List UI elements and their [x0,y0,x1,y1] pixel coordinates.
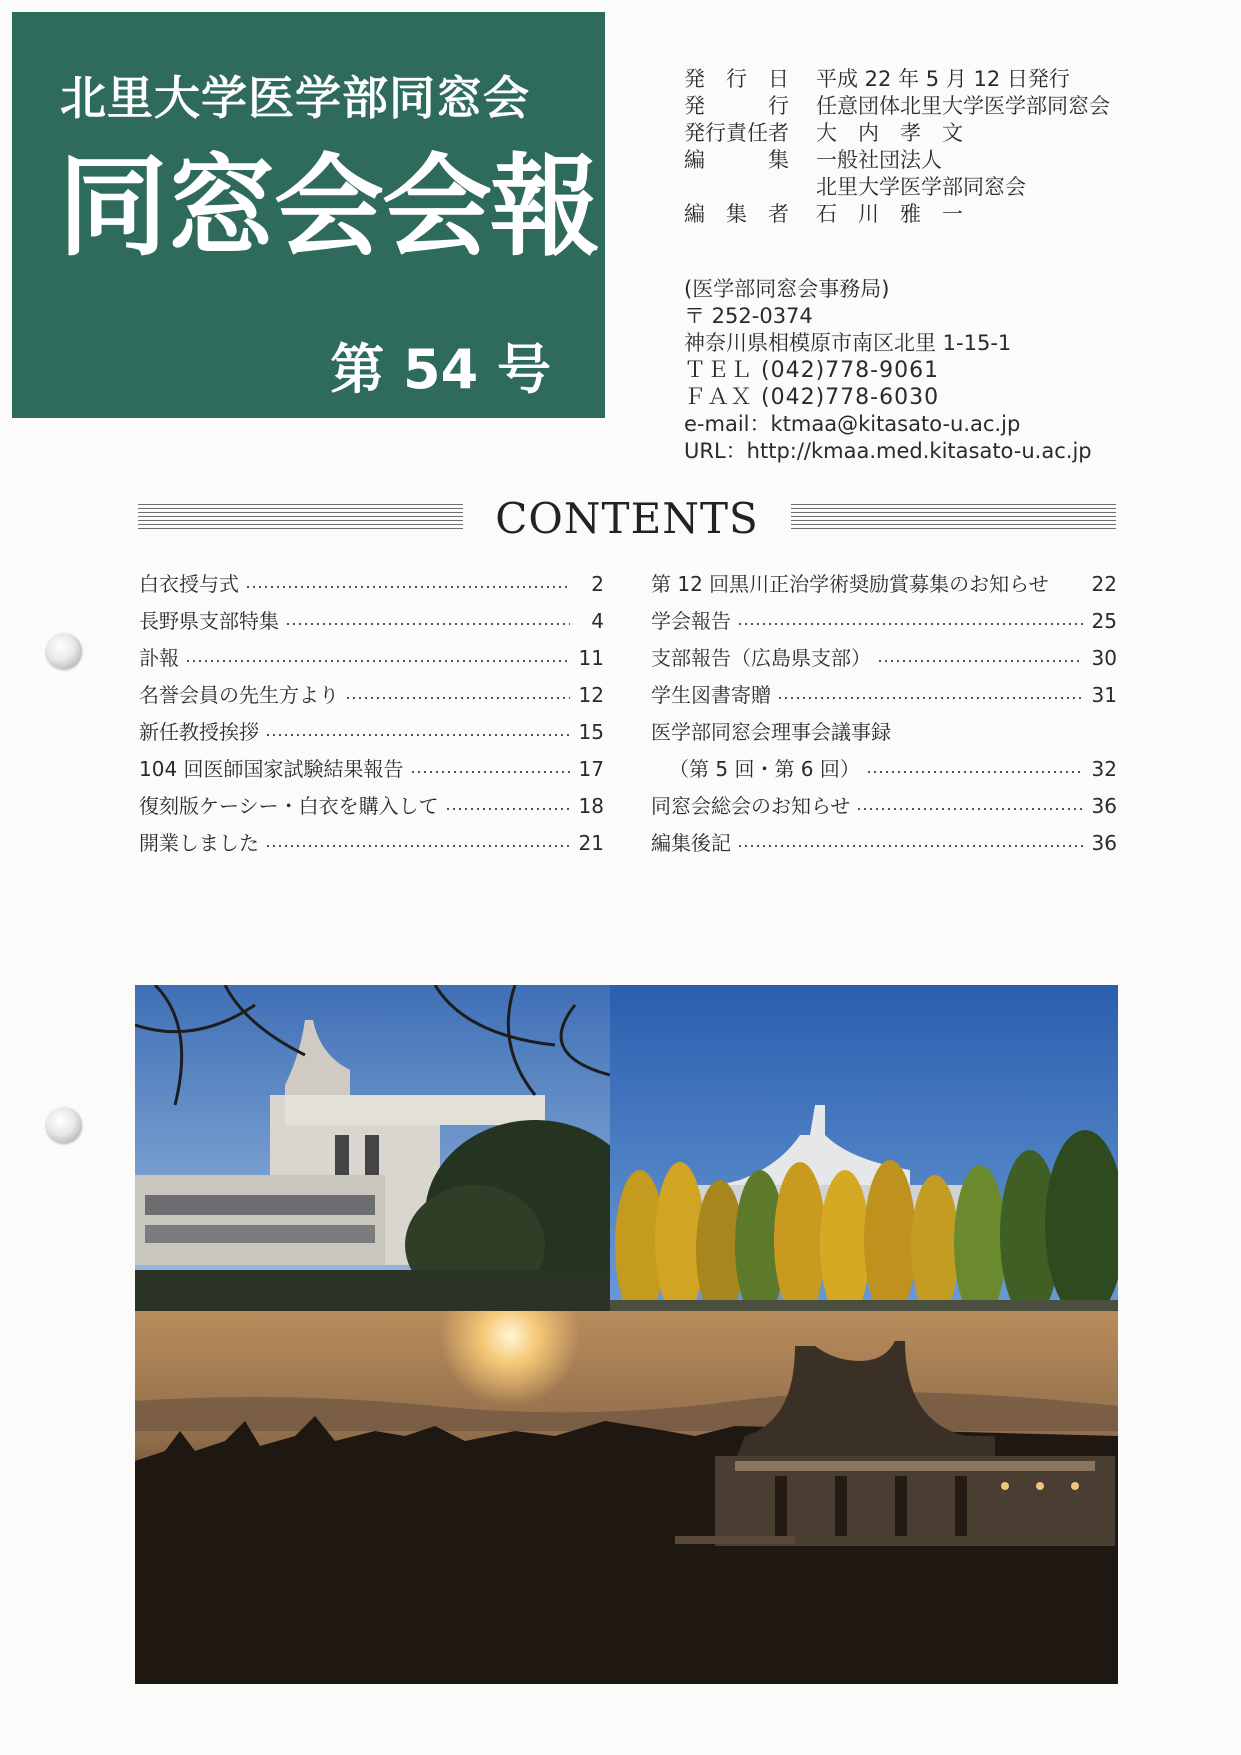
contents-header [138,496,1116,546]
toc-entry[interactable] [651,716,1117,753]
toc-page: 11 [578,646,604,670]
toc-leader [267,734,570,736]
pubinfo-label: 編 集 [684,148,789,172]
toc-entry[interactable] [651,753,1117,790]
campus-photo-3 [135,1311,1118,1684]
pubinfo-row [684,66,1224,93]
toc-title: 第 12 回黒川正治学術奨励賞募集のお知らせ [651,572,1049,596]
toc-title: 医学部同窓会理事会議事録 [651,720,891,744]
toc-entry[interactable] [651,827,1117,864]
toc-leader [739,845,1083,847]
contents-heading: CONTENTS [495,494,759,543]
toc-leader [247,586,570,588]
toc-title: 訃報 [139,646,179,670]
association-name: 北里大学医学部同窓会 [60,71,530,125]
toc-entry[interactable] [139,679,604,716]
toc-entry[interactable] [651,790,1117,827]
toc-left-column [139,568,604,864]
pubinfo-value: 大 内 孝 文 [816,121,963,145]
pubinfo-row [684,147,1224,174]
pubinfo-label: 発 行 [684,94,789,118]
toc-page: 30 [1091,646,1117,670]
toc-entry[interactable] [139,827,604,864]
pubinfo-row [684,93,1224,120]
toc-leader [267,845,570,847]
toc-page: 25 [1091,609,1117,633]
issue-number: 第 54 号 [330,338,551,401]
toc-leader [447,808,570,810]
header-rule-right [791,504,1116,532]
campus-photo-1-image [135,985,610,1311]
pubinfo-row [684,201,1224,228]
toc-page: 36 [1091,831,1117,855]
toc-entry[interactable] [651,642,1117,679]
pubinfo-value: 石 川 雅 一 [816,202,963,226]
office-address: 神奈川県相模原市南区北里 1-15-1 [684,331,1012,355]
toc-title: 開業しました [139,831,259,855]
publication-info [684,66,1224,228]
toc-entry[interactable] [139,605,604,642]
toc-leader [739,623,1083,625]
toc-page: 17 [578,757,604,781]
toc-entry[interactable] [139,716,604,753]
office-contact [684,276,1224,465]
toc-title: （第 5 回・第 6 回） [669,757,860,781]
toc-title: 新任教授挨拶 [139,720,259,744]
toc-page: 32 [1091,757,1117,781]
toc-page: 21 [578,831,604,855]
campus-photo-2 [610,985,1118,1311]
toc-leader [868,771,1083,773]
pubinfo-value: 任意団体北里大学医学部同窓会 [816,94,1110,118]
toc-page: 12 [578,683,604,707]
office-tel: ＴＥＬ (042)778-9061 [684,358,940,383]
toc-leader [347,697,570,699]
campus-photo-1 [135,985,610,1311]
office-name: (医学部同窓会事務局) [684,277,890,301]
toc-leader [879,660,1083,662]
toc-title: 名誉会員の先生方より [139,683,339,707]
pubinfo-value: 北里大学医学部同窓会 [816,175,1026,199]
toc-leader [858,808,1083,810]
toc-page: 18 [578,794,604,818]
pubinfo-label: 発 行 日 [684,67,789,91]
toc-title: 編集後記 [651,831,731,855]
toc-page: 31 [1091,683,1117,707]
pubinfo-label: 発行責任者 [684,121,789,145]
pubinfo-value: 平成 22 年 5 月 12 日発行 [816,67,1070,91]
binder-hole [46,1107,82,1143]
pubinfo-row [684,120,1224,147]
toc-page: 4 [591,609,604,633]
toc-page: 36 [1091,794,1117,818]
toc-title: 学会報告 [651,609,731,633]
office-postal: 〒 252-0374 [684,304,813,328]
pubinfo-label: 編 集 者 [684,202,789,226]
toc-leader [187,660,570,662]
toc-title: 104 回医師国家試験結果報告 [139,757,404,781]
campus-photo-2-image [610,985,1118,1311]
binder-hole [46,633,82,669]
pubinfo-value: 一般社団法人 [816,148,942,172]
toc-entry[interactable] [651,605,1117,642]
toc-leader [1061,586,1079,588]
toc-entry[interactable] [139,642,604,679]
toc-entry[interactable] [651,679,1117,716]
toc-entry[interactable] [139,753,604,790]
toc-title: 白衣授与式 [139,572,239,596]
pubinfo-label [684,174,816,201]
toc-page: 22 [1091,572,1117,596]
toc-title: 長野県支部特集 [139,609,279,633]
office-email[interactable]: e-mail：ktmaa@kitasato-u.ac.jp [684,412,1021,436]
title-block [12,12,605,418]
newsletter-title: 同窓会会報 [58,143,598,271]
toc-entry[interactable] [139,568,604,605]
toc-title: 同窓会総会のお知らせ [651,794,851,818]
toc-entry[interactable] [139,790,604,827]
toc-title: 学生図書寄贈 [651,683,771,707]
campus-photo-3-image [135,1311,1118,1684]
toc-leader [779,697,1083,699]
office-fax: ＦＡＸ (042)778-6030 [684,385,940,410]
toc-leader [412,771,570,773]
toc-page: 15 [578,720,604,744]
toc-leader [287,623,570,625]
office-url[interactable]: URL：http://kmaa.med.kitasato-u.ac.jp [684,439,1092,463]
toc-page: 2 [591,572,604,596]
toc-entry[interactable] [651,568,1117,605]
pubinfo-row [684,174,1224,201]
toc-title: 復刻版ケーシー・白衣を購入して [139,794,439,818]
toc-right-column [651,568,1117,864]
toc-title: 支部報告（広島県支部） [651,646,871,670]
